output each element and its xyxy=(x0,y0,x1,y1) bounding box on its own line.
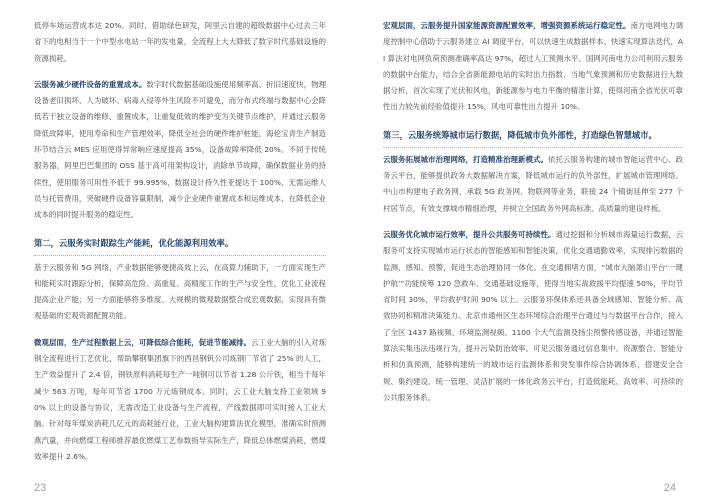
right-page xyxy=(355,0,710,504)
paragraph-body: 数字时代数据基础设施使用频率高、折旧速度快，物理设备老旧损坏、人为破坏、病毒入侵等外生风险不可避免，而分布式终端与数据中心会降低若干独立设备的维修、重置成本，让重复低效的维护变为关键节点维护，并通过云服务降低故障率，使用寿命和生产管理效率，降低全社会的硬件维护桩能，海伦宝青生产制造环节结合云 MES 应用使得异常响应速度提高 35%，设备故障率降低 20%。不同于传统服务器，阿里巴巴集团的 OSS 基于高可用架构设计，消除单节故障，确保数据业务的持续性，使用服务可用性不低于 99.995%，数据设计持久性亚提达于 100%，无需运维人员与托管费用，突破硬件设备容量限制，减少企业硬件重置成本和运维成本，在降低企业成本的同时提升服务的稳定性。 xyxy=(34,79,327,220)
page-number: 24 xyxy=(663,482,676,494)
paragraph xyxy=(34,335,326,465)
paragraph-lead: 宏观层面，云服务提升国家能源资源配置效率，增强资源系统运行稳定性。 xyxy=(383,21,631,30)
paragraph-body: 依托云服务构建的城市智能运营中心、政务云平台，能够提供政务大数据解决方案，降低城市运行的负外部性，扩展城市管理网络。中山市构建电子政务网，承载 5G 政务网、物联网等业务，联接 24 个镇街延伸至 277 个村居节点，有效支撑城市精细治理，并树立全国政务外网高标准、高质量的建设样板。 xyxy=(383,154,684,213)
paragraph xyxy=(383,18,683,116)
paragraph-lead: 云服务优化城市运行效率，提升公共服务可持续性。 xyxy=(383,229,556,239)
paragraph xyxy=(383,227,683,406)
paragraph-body: 通过挖掘和分析城市海量运行数据，云服务可支持实现城市运行状态的智能感知和智能决策，优化交通通勤效率，实现排污数据的监测、感知、预警，促进生态治理协同一体化。在交通拥堵方面，“城市大脑萧山平台‘一键护航’”功能统筹 120 急救车、交通基础设施等，使得当地实战救援平均提速 50%，平均节省时间 30%，平均救护时间 90% 以上。云服务环保体系还具备全域感知、智能分析、高效协同和精准决策能力。北京市通州区生态环境综合治理平台通过与与数据平台合作，接入了全区 1437 路视频、环境监测视频、1100 个大气监测及扬尘预警传感设备，并通过智能算法实集违法违规行为，提升污染防治效率。可见云服务通过信息集中、资源整合、智能分析和仿真预测，能够构建统一的城市运行监测体系和突发事件综合协调体系，搭建安全合规、集约建设、统一管理、灵活扩展的一体化政务云平台，打造低能耗、高效率、可持续的公共服务体系。 xyxy=(383,229,684,402)
paragraph-lead: 云服务减少硬件设备的重置成本。 xyxy=(34,79,147,89)
left-text-column xyxy=(34,18,326,475)
paragraph: 基于云服务和 5G 网络，产业数据能够便捷高效上云，在高算力辅助下，一方面实现生产和能耗实时跟踪分析，保障高危险、高重复、高精度工作的生产与安全性，优化工业流程提高企业产能；另一方面能够将多维度、大规模的微观数据整合成宏观数据，实现具有微观基础的宏观资源配置功能。 xyxy=(34,262,326,321)
paragraph: 低停车场运营成本达 20%。同时，借助绿色研发，阿里云自建的超级数据中心过去三年省下的电相当于一个中型水电站一年的发电量，全流程上大大降低了数字时代基础设施的资源损耗。 xyxy=(34,21,326,63)
page-number: 23 xyxy=(34,482,47,494)
paragraph xyxy=(34,77,326,224)
right-text-column xyxy=(383,18,683,416)
section-heading: 第二，云服务实时跟踪生产能耗，优化能源利用效率。 xyxy=(34,234,326,252)
paragraph-lead: 微观层面，生产过程数据上云，可降低综合能耗，促进节能减排。 xyxy=(34,337,252,347)
paragraph-lead: 云服务拓展城市治理网络，打造精准治理新模式。 xyxy=(383,154,549,164)
paragraph-body: 云工业大脑的引入对炼钢全流程进行工艺优化，帮助攀钢集团旗下的西昌钢钒公司炼钢厂节省了 25% 的人工，生产效益提升了 2.4 倍，钢铁原料消耗每生产一吨钢可以节省 1.28 公斤铁，相当于每年减少 563 万吨，每年可节省 1700 万元炼钢成本。同时，云工业大脑支持工业领域 90% 以上的设备与协议，无需改造工业设备与生产流程，产线数据即可实时接入工业大脑。针对每年煤炭消耗几亿元的高耗能行业，工业大脑构建算法优化模型，准确实时预测燕汽量，并向燃煤工程师推荐最优燃煤工艺参数指导实际生产，降低总体燃煤消耗，燃煤效率提升 2.6%。 xyxy=(34,337,327,461)
paragraph-body: 南方电网电力调度控制中心借助于云服务建立 AI 调度平台，可以快速生成数据样本、快速实现算法迭代，AI 算法对电网负荷预测准确率高达 97%，超过人工预测水平。国网河南电力公司利用云服务的数据中台能力，结合全省新能源电站的实时出力指数、当地气象预测和历史数据进行大数据分析，首次实现了光伏和风电，新能源参与电力平衡的精准计算，使得河南全省光伏可靠性出力较先前经验值提升 15%，风电可靠性出力提升 10%。 xyxy=(383,21,684,112)
section-heading: 第三，云服务统筹城市运行数据，降低城市负外部性，打造绿色智慧城市。 xyxy=(383,126,683,144)
paragraph xyxy=(383,152,683,217)
